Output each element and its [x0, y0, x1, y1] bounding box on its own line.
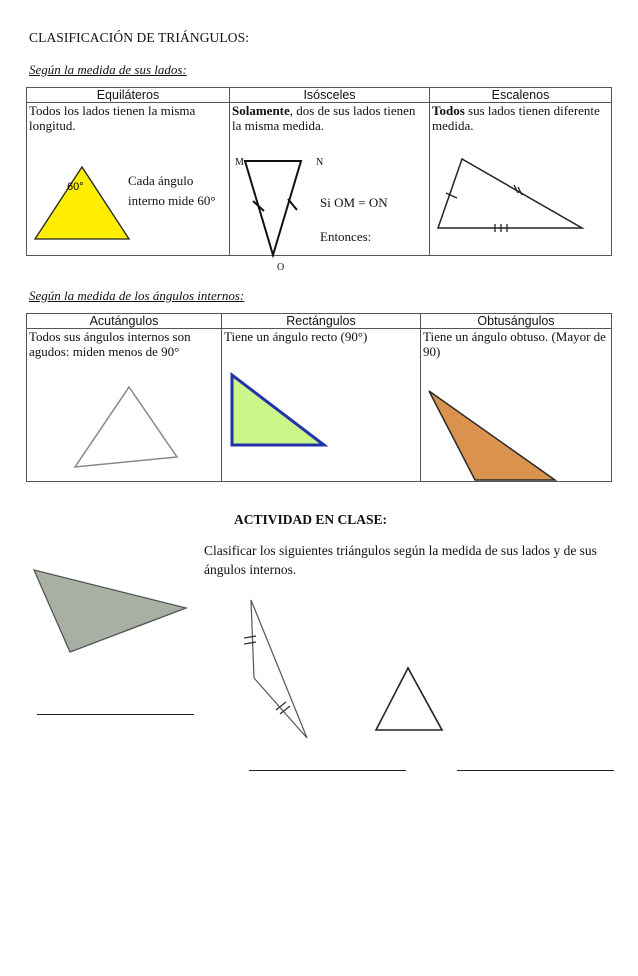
cell-acutangulos [27, 329, 222, 482]
obtusangulos-text: Tiene un ángulo obtuso. (Mayor de 90) [423, 329, 606, 359]
escalenos-text [432, 103, 609, 133]
header-equilateros: Equiláteros [27, 88, 230, 103]
cell-equilateros [27, 103, 230, 256]
sides-heading: Según la medida de sus lados: [29, 62, 187, 77]
equilateral-activity-triangle [372, 665, 452, 745]
header-escalenos: Escalenos [430, 88, 612, 103]
gray-triangle [30, 568, 200, 658]
header-acutangulos: Acutángulos [27, 314, 222, 329]
isosceles-then: Entonces: [320, 229, 372, 244]
acute-triangle [73, 381, 193, 471]
header-obtusangulos: Obtusángulos [421, 314, 612, 329]
acutangulos-text: Todos sus ángulos internos son agudos: miden menos de 90° [29, 329, 191, 359]
page-title: CLASIFICACIÓN DE TRIÁNGULOS: [29, 30, 250, 45]
escalenos-desc: sus lados tienen diferente medida. [432, 103, 600, 133]
right-triangle [230, 373, 350, 463]
answer-line-2[interactable] [249, 770, 406, 771]
isosceles-desc: , dos de sus lados tienen la misma medida. [232, 103, 416, 133]
answer-line-1[interactable] [37, 714, 194, 715]
header-rectangulos: Rectángulos [222, 314, 421, 329]
isosceles-bold: Solamente [232, 103, 290, 118]
equilateros-text: Todos los lados tienen la misma longitud. [29, 103, 196, 133]
activity-instruction: Clasificar los siguientes triángulos según la medida de sus lados y de sus ángulos internos. [204, 543, 597, 577]
cell-rectangulos [222, 329, 421, 482]
header-isosceles: Isósceles [230, 88, 430, 103]
cell-isosceles [230, 103, 430, 273]
equilateros-note: Cada ángulo interno mide 60° [128, 173, 216, 208]
isosceles-condition: Si OM = ON [320, 195, 388, 210]
cell-escalenos [430, 103, 612, 256]
isosceles-triangle [242, 157, 362, 267]
vertex-m: M [235, 157, 244, 168]
vertex-o: O [277, 262, 285, 273]
sides-table [26, 87, 612, 273]
isosceles-activity-triangle [236, 598, 326, 768]
activity-heading: ACTIVIDAD EN CLASE: [234, 512, 388, 527]
escalenos-bold: Todos [432, 103, 465, 118]
scalene-triangle [432, 155, 612, 235]
equilateral-triangle [33, 165, 133, 245]
cell-obtusangulos [421, 329, 612, 482]
vertex-n: N [316, 157, 324, 168]
isosceles-text [232, 103, 427, 133]
answer-line-3[interactable] [457, 770, 614, 771]
rectangulos-text: Tiene un ángulo recto (90°) [224, 329, 368, 344]
angles-heading: Según la medida de los ángulos internos: [29, 288, 245, 303]
obtuse-triangle [427, 389, 567, 489]
angle-label: 60° [67, 181, 84, 193]
angles-table [26, 313, 612, 482]
